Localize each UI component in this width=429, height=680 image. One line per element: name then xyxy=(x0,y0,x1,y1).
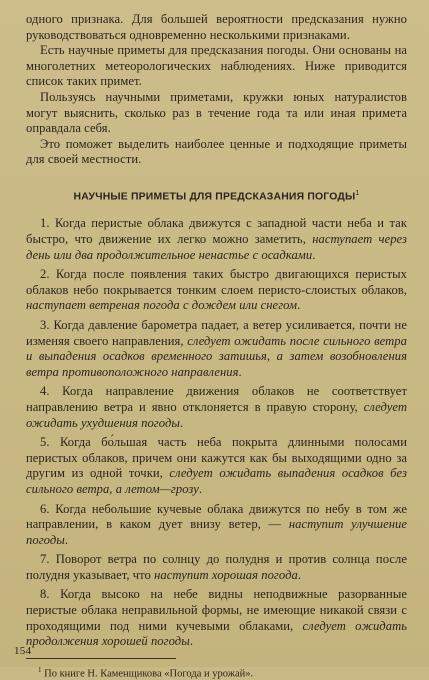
omen-tail: . xyxy=(189,634,194,649)
omen-text: 3. Когда давление барометра падает, а ветер усиливается, почти не изменяя своего направления, xyxy=(26,317,407,348)
omen-tail: . xyxy=(297,298,301,313)
footnote xyxy=(26,664,407,680)
omen-item xyxy=(26,435,407,497)
omen-forecast: следует ожидать выпадения осадков без сильного ветра, а летом—грозу xyxy=(26,466,407,496)
omen-text: 8. Когда высоко на небе видны неподвижные разорванные перистые облака неправильной формы, не имеющие никакой связи с проходящими под ними кучевыми облаками, xyxy=(26,587,407,633)
omens-list xyxy=(26,216,407,649)
footnote-divider xyxy=(26,658,176,659)
omen-text: 7. Поворот ветра по солнцу до полудня и против солнца после полудня указывает, что xyxy=(26,552,407,582)
footnote-reference: 1 xyxy=(355,189,360,197)
section-heading xyxy=(26,190,407,202)
omen-text: 4. Когда направление движения облаков не соответствует направлению ветра и явно отклоняется в правую сторону, xyxy=(26,384,407,414)
omen-item xyxy=(26,552,407,583)
intro-paragraph-3: Пользуясь научными приметами, кружки юных натуралистов могут выяснить, сколько раз в течение года та или иная примета оправдала себя. xyxy=(26,89,407,136)
omen-tail: . xyxy=(297,567,302,582)
omen-item xyxy=(26,267,407,314)
omen-tail: . xyxy=(312,247,316,262)
omen-item xyxy=(26,318,407,380)
omen-item xyxy=(26,384,407,431)
omen-text: 1. Когда перистые облака движутся с западной части неба и так быстро, что движение их легко можно заметить, xyxy=(26,216,407,246)
omen-forecast: следует ожидать после сильного ветра и выпадения осадков временного затишья, а затем возобновления ветра противоположного направления xyxy=(26,333,407,379)
footnote-text: По книге Н. Каменщикова «Погода и урожай». xyxy=(41,668,254,680)
omen-text: 6. Когда небольшие кучевые облака движутся по небу в том же направлении, в каком дует внизу ветер, — xyxy=(26,501,407,532)
omen-text: 5. Когда бо́льшая часть неба покрыта длинными полосами перистых облаков, причем они кажутся как бы выходящими одно за другим из одной точки, xyxy=(26,435,407,481)
omen-forecast: наступает ветреная погода с дождем или снегом xyxy=(26,298,298,313)
page-number: 154 xyxy=(14,645,32,657)
omen-text: 2. Когда после появления таких быстро двигающихся перистых облаков небо покрывается тонким слоем перисто-слоистых облаков, xyxy=(26,267,407,297)
omen-forecast: наступит хорошая погода xyxy=(154,567,298,582)
omen-forecast: наступит улучшение погоды xyxy=(26,517,407,547)
omen-item xyxy=(26,587,407,649)
omen-tail: . xyxy=(179,415,184,430)
omen-forecast: следует ожидать ухудшения погоды xyxy=(26,399,407,430)
footnote-mark: 1 xyxy=(38,665,42,674)
section-title: НАУЧНЫЕ ПРИМЕТЫ ДЛЯ ПРЕДСКАЗАНИЯ ПОГОДЫ xyxy=(73,191,356,203)
omen-forecast: наступает через день или два продолжительное ненастье с осадками xyxy=(26,232,407,262)
intro-paragraph-4: Это поможет выделить наиболее ценные и подходящие приметы для своей местности. xyxy=(26,136,407,167)
intro-paragraph-2: Есть научные приметы для предсказания погоды. Они основаны на многолетних метеорологических наблюдениях. Ниже приводится список таких примет. xyxy=(26,43,407,89)
intro-paragraph-1: одного признака. Для большей вероятности предсказания нужно руководствоваться одновременно несколькими признаками. xyxy=(26,12,407,42)
omen-forecast: следует ожидать продолжения хорошей погоды xyxy=(26,618,407,649)
omen-item xyxy=(26,502,407,549)
omen-item xyxy=(26,216,407,263)
omen-tail: . xyxy=(64,532,69,547)
omen-tail: . xyxy=(238,364,242,379)
omen-tail: . xyxy=(198,481,203,496)
